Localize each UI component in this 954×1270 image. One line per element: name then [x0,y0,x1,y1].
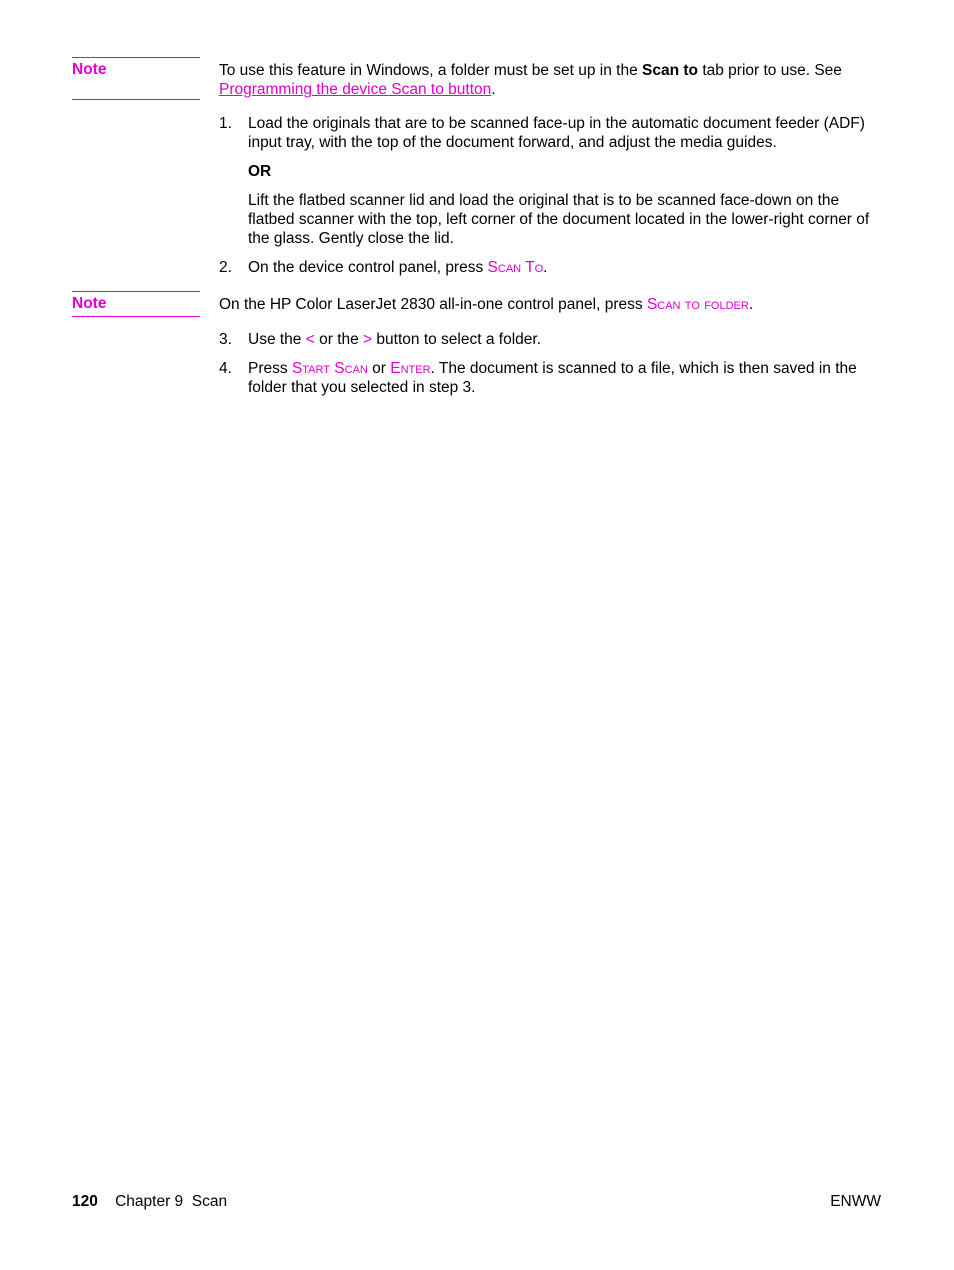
page-number: 120 [72,1193,98,1210]
step-text: Load the originals that are to be scanned face-up in the automatic document feeder (ADF) input tray, with the top of the document forward, and adjust the media guides. [248,115,865,151]
note-label-2 [72,291,200,317]
scan-to-folder-key: Scan to folder [646,296,749,313]
right-arrow-key: > [363,331,373,348]
scan-to-key: Scan To [487,259,544,276]
step-1 [219,114,879,152]
step-number: 1. [219,115,232,132]
step-3 [219,330,879,349]
step-1-alternative: Lift the flatbed scanner lid and load the original that is to be scanned face-down on the flatbed scanner with the top, left corner of the document located in the lower-right corner of the glass. Gently close the lid. [248,192,870,247]
step-text: On the device control panel, press Scan To. [248,259,548,276]
step-text: Use the < or the > button to select a folder. [248,331,541,348]
step-number: 2. [219,259,232,276]
scan-to-tab-name: Scan to [642,62,699,79]
step-4 [219,359,879,397]
programming-scan-to-link[interactable]: Programming the device Scan to button [219,81,492,98]
step-2 [219,258,879,277]
step-text: Press Start Scan or Enter. The document is scanned to a file, which is then saved in the folder that you selected in step 3. [248,360,857,396]
note-label-text: Note [72,61,107,78]
step-number: 4. [219,360,232,377]
note-label-text: Note [72,295,107,312]
page-footer [72,1192,881,1211]
chapter-title: Chapter 9 Scan [115,1193,228,1210]
left-arrow-key: < [305,331,315,348]
start-scan-key: Start Scan [291,360,368,377]
step-number: 3. [219,331,232,348]
note-label-1 [72,57,200,100]
note-text-2: On the HP Color LaserJet 2830 all-in-one control panel, press Scan to folder. [219,296,754,313]
or-label: OR [248,163,272,180]
note-text-1: To use this feature in Windows, a folder must be set up in the Scan to tab prior to use. See Programming the device Scan to button. [219,62,842,98]
enter-key: Enter [390,360,431,377]
footer-right-label: ENWW [830,1193,881,1210]
